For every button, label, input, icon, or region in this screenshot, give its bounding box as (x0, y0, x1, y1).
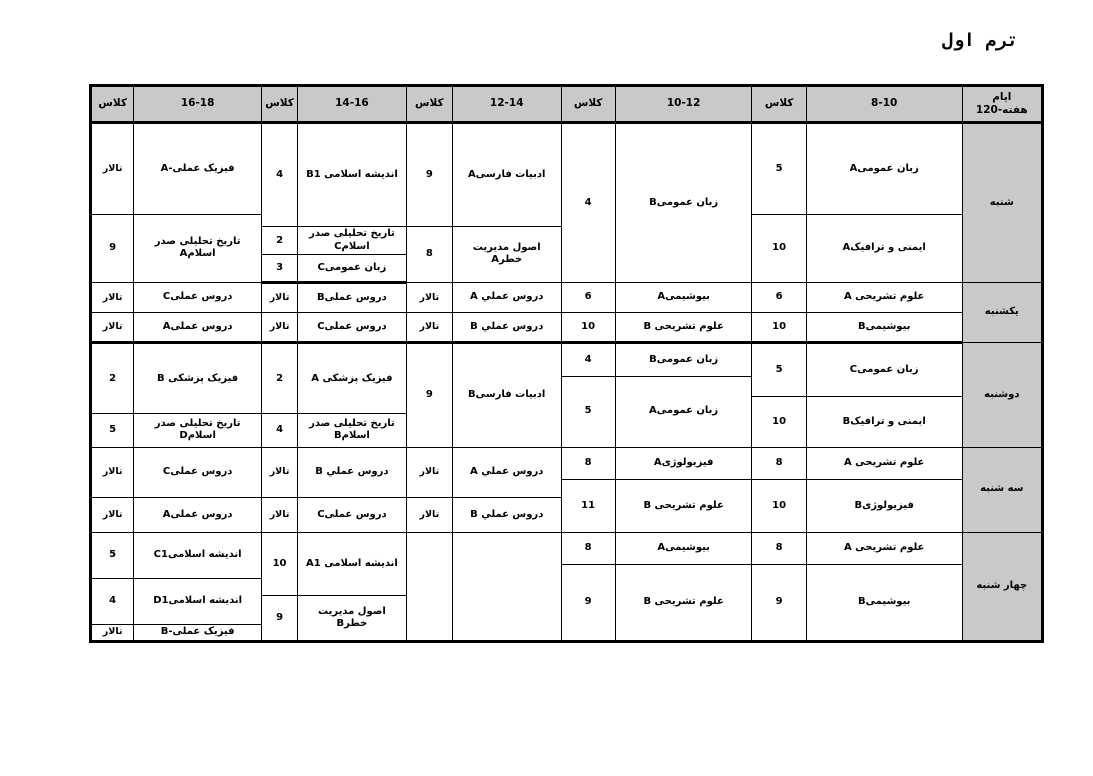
course-cell: علوم تشریحی A (806, 532, 962, 564)
course-cell: اندیشه اسلامیD1 (134, 579, 262, 625)
header-week-label: هفته-120 (975, 104, 1028, 116)
course-cell: دروس عملیA (134, 313, 262, 343)
course-cell: زبان عمومیA (615, 376, 752, 447)
course-cell: فیزیولوژیB (806, 479, 962, 532)
table-row (91, 447, 1043, 479)
room-cell: 8 (561, 532, 615, 564)
course-cell: علوم تشریحی A (806, 282, 962, 312)
room-cell: 5 (91, 532, 134, 579)
room-cell: 4 (91, 579, 134, 625)
course-cell: دروس عملي A (452, 282, 561, 312)
course-cell: دروس عملیC (134, 282, 262, 312)
course-cell: دروس عملي A (452, 447, 561, 498)
course-cell: دروس عملیC (298, 313, 407, 343)
room-cell: 5 (561, 376, 615, 447)
room-cell: 9 (406, 343, 452, 447)
course-cell: اصول مدیریت خطرA (452, 227, 561, 283)
room-cell: تالار (91, 282, 134, 312)
course-cell: زبان عمومیC (298, 255, 407, 282)
course-cell: دروس عملي B (452, 498, 561, 532)
empty-cell (406, 532, 452, 641)
table-row (91, 282, 1043, 312)
header-slot-10-12: 10-12 (615, 86, 752, 123)
course-cell: فیزیک عملی-A (134, 123, 262, 215)
course-cell: ادبیات فارسیA (452, 123, 561, 227)
course-cell: ایمنی و ترافیکB (806, 397, 962, 448)
course-cell: بیوشیمیA (615, 532, 752, 564)
room-cell: تالار (91, 123, 134, 215)
course-cell: فیزیک عملی-B (134, 624, 262, 641)
course-cell: تاریخ تحلیلی صدر اسلامA (134, 215, 262, 283)
room-cell: 8 (561, 447, 615, 479)
course-cell: اندیشه اسلامیC1 (134, 532, 262, 579)
course-cell: اصول مدیریت خطرB (298, 596, 407, 642)
room-cell: 9 (406, 123, 452, 227)
room-cell: 6 (752, 282, 806, 312)
room-cell: 10 (261, 532, 297, 596)
room-cell: 4 (561, 123, 615, 283)
room-cell: 5 (752, 123, 806, 215)
schedule-table (89, 84, 1044, 643)
room-cell: تالار (91, 498, 134, 532)
day-wednesday: چهار شنبه (962, 532, 1042, 641)
course-cell: زبان عمومیC (806, 343, 962, 397)
room-cell: تالار (91, 447, 134, 498)
course-cell: دروس عملیB (298, 282, 407, 312)
header-day-cell (962, 86, 1042, 123)
header-room: کلاس (261, 86, 297, 123)
course-cell: تاریخ تحلیلی صدر اسلامB (298, 414, 407, 447)
room-cell: تالار (261, 447, 297, 498)
header-room: کلاس (406, 86, 452, 123)
room-cell: تالار (91, 313, 134, 343)
header-row (91, 86, 1043, 123)
room-cell: 2 (91, 343, 134, 414)
course-cell: ایمنی و ترافیکA (806, 215, 962, 283)
header-room: کلاس (561, 86, 615, 123)
room-cell: 10 (752, 479, 806, 532)
course-cell: فیزیولوژیA (615, 447, 752, 479)
room-cell: تالار (91, 624, 134, 641)
header-room: کلاس (752, 86, 806, 123)
room-cell: تالار (261, 282, 297, 312)
header-slot-12-14: 12-14 (452, 86, 561, 123)
course-cell: بیوشیمیB (806, 564, 962, 641)
room-cell: تالار (406, 282, 452, 312)
room-cell: 4 (561, 343, 615, 376)
course-cell: تاریخ تحلیلی صدر اسلامC (298, 227, 407, 255)
room-cell: 10 (752, 313, 806, 343)
room-cell: 2 (261, 227, 297, 255)
course-cell: اندیشه اسلامی A1 (298, 532, 407, 596)
room-cell: 5 (91, 414, 134, 447)
course-cell: دروس عملیC (134, 447, 262, 498)
table-row (91, 343, 1043, 376)
room-cell: 8 (752, 447, 806, 479)
room-cell: 4 (261, 123, 297, 227)
room-cell: 9 (91, 215, 134, 283)
header-day-label: ایام (992, 90, 1012, 103)
course-cell: علوم تشریحی B (615, 564, 752, 641)
room-cell: 10 (561, 313, 615, 343)
course-cell: دروس عملیC (298, 498, 407, 532)
room-cell: تالار (406, 313, 452, 343)
room-cell: 9 (561, 564, 615, 641)
header-room: کلاس (91, 86, 134, 123)
room-cell: 10 (752, 215, 806, 283)
course-cell: بیوشیمیB (806, 313, 962, 343)
course-cell: علوم تشریحی B (615, 313, 752, 343)
course-cell: ادبیات فارسیB (452, 343, 561, 447)
header-slot-14-16: 14-16 (298, 86, 407, 123)
course-cell: فیزیک پزشکی A (298, 343, 407, 414)
course-cell: فیزیک پزشکی B (134, 343, 262, 414)
course-cell: زبان عمومیA (806, 123, 962, 215)
page-title: ترم اول (942, 30, 1018, 51)
course-cell: علوم تشریحی B (615, 479, 752, 532)
room-cell: 11 (561, 479, 615, 532)
header-slot-16-18: 16-18 (134, 86, 262, 123)
header-slot-8-10: 8-10 (806, 86, 962, 123)
room-cell: 9 (752, 564, 806, 641)
room-cell: 9 (261, 596, 297, 642)
room-cell: 10 (752, 397, 806, 448)
room-cell: تالار (406, 447, 452, 498)
course-cell: اندیشه اسلامی B1 (298, 123, 407, 227)
room-cell: تالار (261, 313, 297, 343)
room-cell: 3 (261, 255, 297, 282)
day-tuesday: سه شنبه (962, 447, 1042, 532)
table-row (91, 123, 1043, 160)
day-monday: دوشنبه (962, 343, 1042, 447)
course-cell: دروس عملیA (134, 498, 262, 532)
table-row (91, 313, 1043, 343)
room-cell: 8 (406, 227, 452, 283)
room-cell: 5 (752, 343, 806, 397)
course-cell: بیوشیمیA (615, 282, 752, 312)
table-row (91, 532, 1043, 564)
course-cell: علوم تشریحی A (806, 447, 962, 479)
course-cell: زبان عمومیB (615, 123, 752, 283)
empty-cell (452, 532, 561, 641)
day-saturday: شنبه (962, 123, 1042, 283)
course-cell: دروس عملي B (298, 447, 407, 498)
room-cell: 6 (561, 282, 615, 312)
course-cell: دروس عملي B (452, 313, 561, 343)
course-cell: زبان عمومیB (615, 343, 752, 376)
room-cell: 4 (261, 414, 297, 447)
room-cell: 8 (752, 532, 806, 564)
room-cell: 2 (261, 343, 297, 414)
day-sunday: یکشنبه (962, 282, 1042, 343)
room-cell: تالار (261, 498, 297, 532)
course-cell: تاریخ تحلیلی صدر اسلامD (134, 414, 262, 447)
room-cell: تالار (406, 498, 452, 532)
